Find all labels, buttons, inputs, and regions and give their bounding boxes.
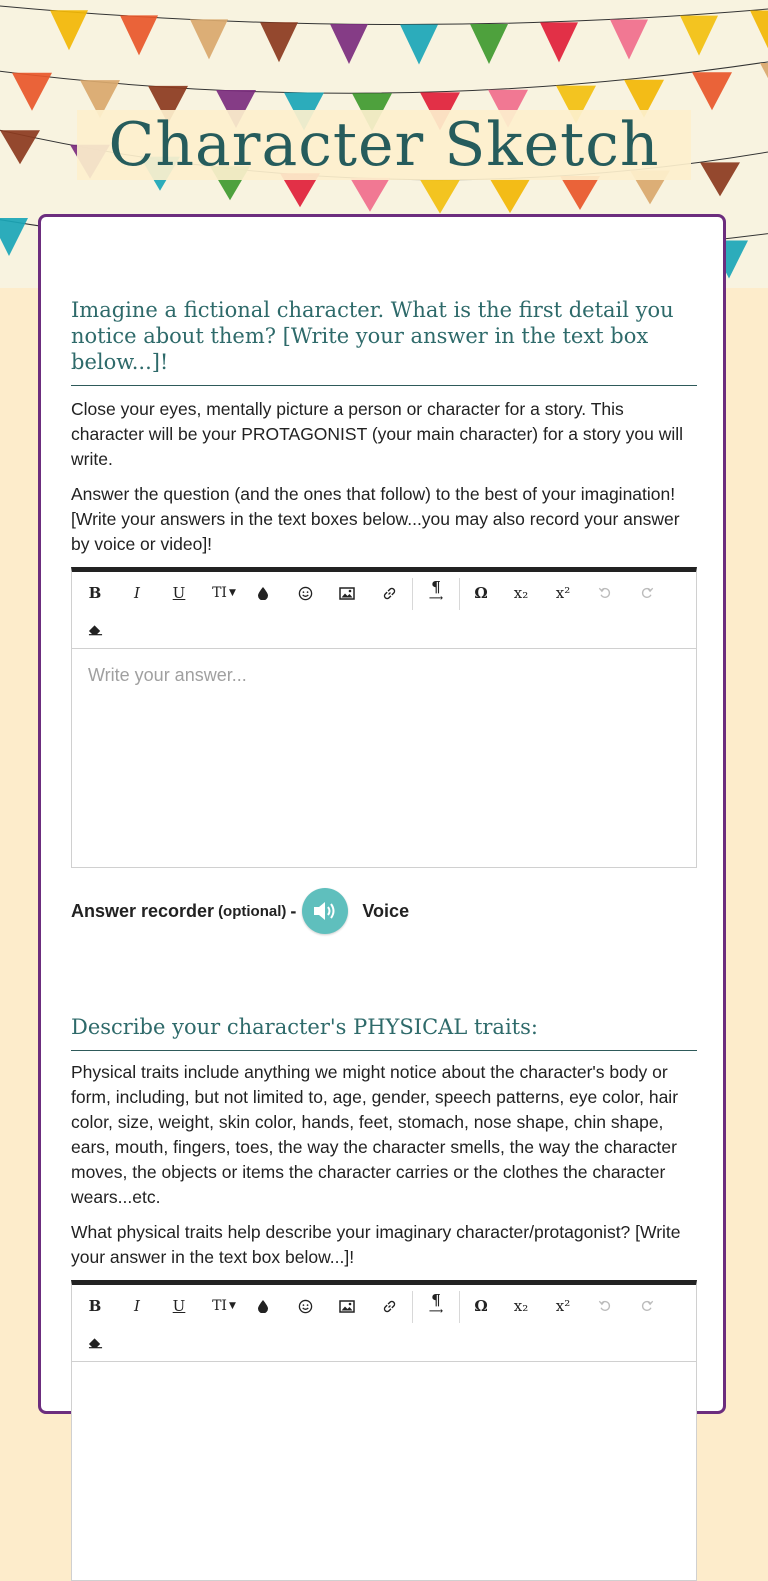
bold-icon[interactable]: B [88,1297,102,1315]
page-title: Character Sketch [108,110,660,180]
color-drop-icon[interactable] [248,1291,278,1321]
question-2-paragraph-2: What physical traits help describe your imaginary character/protagonist? [Write your answer in the text box below...]! [71,1222,681,1267]
italic-icon[interactable]: I [134,1297,140,1315]
emoji-icon[interactable] [290,1291,320,1321]
underline-icon[interactable]: U [172,1297,186,1315]
speaker-icon [311,899,339,923]
answer-recorder [71,887,697,935]
emoji-icon[interactable] [290,578,320,608]
italic-icon[interactable]: I [134,584,140,602]
undo-icon[interactable] [590,1291,620,1321]
redo-icon[interactable] [632,578,662,608]
underline-icon[interactable]: U [172,584,186,602]
superscript-icon[interactable]: x² [555,584,571,602]
editor-toolbar [72,1285,696,1362]
worksheet-card [38,214,726,1414]
editor-toolbar [72,572,696,649]
answer-editor-2 [71,1280,697,1581]
superscript-icon[interactable]: x² [555,1297,571,1315]
color-drop-icon[interactable] [248,578,278,608]
link-icon[interactable] [374,1291,404,1321]
omega-icon[interactable]: Ω [474,1297,488,1315]
answer-input-2[interactable] [72,1362,696,1580]
voice-label: Voice [362,900,410,921]
eraser-icon[interactable] [80,615,110,645]
paragraph-icon[interactable]: ¶ ⟶ [428,578,444,604]
link-icon[interactable] [374,578,404,608]
subscript-icon[interactable]: x₂ [513,1297,529,1315]
title-box [77,110,691,180]
subscript-icon[interactable]: x₂ [513,584,529,602]
image-icon[interactable] [332,578,362,608]
recorder-dash: - [290,900,297,921]
eraser-icon[interactable] [80,1328,110,1358]
recorder-optional-label: (optional) [218,902,287,920]
text-size-icon[interactable]: TI ▼ [212,1298,236,1314]
undo-icon[interactable] [590,578,620,608]
question-2-paragraph-1: Physical traits include anything we might notice about the character's body or form, including, but not limited to, age, gender, speech patterns, eye color, hair color, size, weight, skin color, hands, feet, stomach, nose shape, chin shape, ears, mouth, fingers, toes, the way the character smells, the way the character moves, the objects or items the character carries or the clothes the character wears...etc. [71,1062,679,1207]
omega-icon[interactable]: Ω [474,584,488,602]
text-size-icon[interactable]: TI ▼ [212,585,236,601]
question-2-title: Describe your character's PHYSICAL traits: [71,1014,697,1051]
question-1-paragraph-1: Close your eyes, mentally picture a person or character for a story. This character will be your PROTAGONIST (your main character) for a story you will write. [71,399,684,469]
question-1-paragraph-2: Answer the question (and the ones that follow) to the best of your imagination! [Write your answers in the text boxes below...you may also record your answer by voice or video]! [71,484,680,554]
redo-icon[interactable] [632,1291,662,1321]
image-icon[interactable] [332,1291,362,1321]
answer-editor-1 [71,567,697,868]
bold-icon[interactable]: B [88,584,102,602]
answer-input[interactable]: Write your answer... [88,665,247,685]
voice-record-button[interactable] [302,888,348,934]
recorder-label: Answer recorder [71,900,215,921]
paragraph-icon[interactable]: ¶ ⟶ [428,1291,444,1317]
question-1-title: Imagine a fictional character. What is the first detail you notice about them? [Write your answer in the text box below...]! [71,297,697,386]
